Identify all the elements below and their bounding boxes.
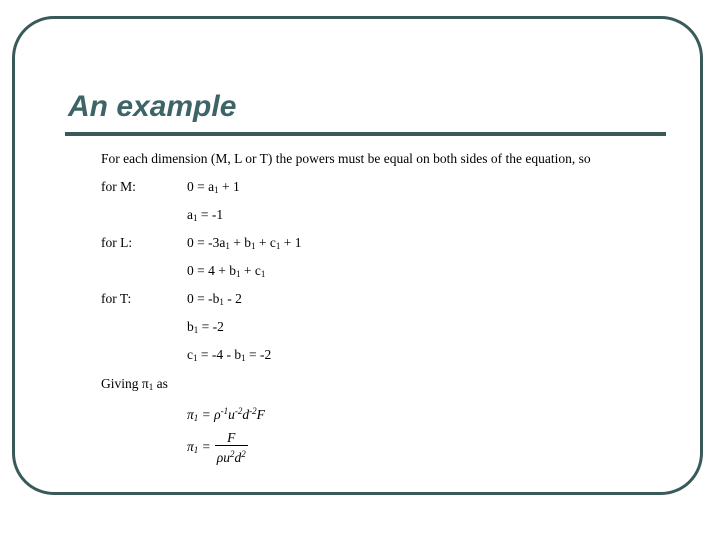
label-t: for T: (101, 291, 132, 306)
label-l: for L: (101, 235, 133, 250)
slide-frame (12, 16, 703, 495)
pi-fraction (215, 430, 248, 466)
equation-l-1: $0 = -3a_1 + b_1 + c_1 + 1$ (187, 235, 302, 251)
equation-l-2: $0 = 4 + b_1 + c_1$ (187, 263, 266, 279)
equation-m-2: $a_1 = -1$ (187, 207, 224, 223)
slide-title: An example (68, 90, 237, 123)
label-m: for M: (101, 179, 136, 194)
equation-t-1: $0 = -b_1 - 2$ (187, 291, 242, 307)
pi-numerator: F (215, 430, 248, 446)
pi-equation-2 (187, 430, 248, 466)
equation-t-3: $c_1 = -4 - b_1 = -2$ (187, 347, 272, 363)
equation-t-2: $b_1 = -2$ (187, 319, 224, 335)
title-underline (65, 132, 666, 136)
pi-equation-1: $\pi_1 = \rho^{-1}u^{-2}d^{-2}F$ (187, 406, 265, 423)
intro-text: For each dimension (M, L or T) the powers must be equal on both sides of the equation, so (101, 151, 591, 166)
pi-denominator: $\rho u^2d^2$ (216, 449, 246, 465)
giving-label: Giving $\pi_1$ as (101, 376, 168, 392)
equation-m-1: $0 = a_1 + 1$ (187, 179, 240, 195)
pi-lhs: $\pi_1$ = (187, 439, 211, 456)
